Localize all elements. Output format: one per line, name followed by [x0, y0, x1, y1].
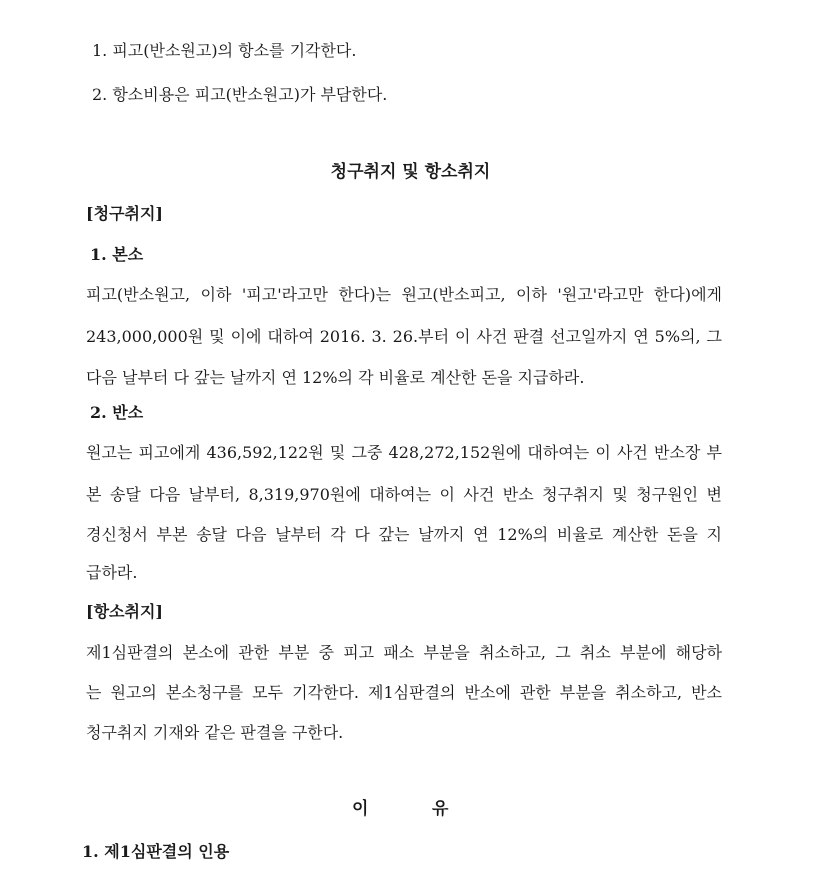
- main-suit-line-3: 다음 날부터 다 갚는 날까지 연 12%의 각 비율로 계산한 돈을 지급하라.: [86, 368, 585, 387]
- counter-suit-line-3: 경신청서 부본 송달 다음 날부터 각 다 갚는 날까지 연 12%의 비율로 계산한 돈을 지: [86, 525, 722, 544]
- appeal-line-3: 청구취지 기재와 같은 판결을 구한다.: [86, 723, 344, 742]
- main-suit-line-2: 243,000,000원 및 이에 대하여 2016. 3. 26.부터 이 사건 판결 선고일까지 연 5%의, 그: [86, 327, 722, 346]
- reasons-title-right: 유: [432, 799, 449, 819]
- appeal-line-1: 제1심판결의 본소에 관한 부분 중 피고 패소 부분을 취소하고, 그 취소 부분에 해당하: [86, 643, 722, 662]
- reasons-first-heading: 1. 제1심판결의 인용: [82, 842, 230, 861]
- appeal-line-2: 는 원고의 본소청구를 모두 기각한다. 제1심판결의 반소에 관한 부분을 취소하고, 반소: [86, 683, 722, 702]
- claim-label: [청구취지]: [86, 204, 163, 223]
- counter-suit-line-2: 본 송달 다음 날부터, 8,319,970원에 대하여는 이 사건 반소 청구취지 및 청구원인 변: [86, 485, 722, 504]
- counter-suit-line-1: 원고는 피고에게 436,592,122원 및 그중 428,272,152원에 대하여는 이 사건 반소장 부: [86, 443, 722, 462]
- main-suit-heading: 1. 본소: [90, 245, 144, 264]
- counter-suit-line-4: 급하라.: [86, 563, 138, 582]
- claims-section-title: 청구취지 및 항소취지: [330, 162, 491, 182]
- main-suit-line-1: 피고(반소원고, 이하 '피고'라고만 한다)는 원고(반소피고, 이하 '원고'라고만 한다)에게: [86, 285, 722, 304]
- judgment-item-1: 1. 피고(반소원고)의 항소를 기각한다.: [92, 41, 357, 60]
- counter-suit-heading: 2. 반소: [90, 403, 144, 422]
- judgment-item-2: 2. 항소비용은 피고(반소원고)가 부담한다.: [92, 85, 388, 104]
- reasons-title-left: 이: [352, 799, 369, 819]
- appeal-label: [항소취지]: [86, 602, 163, 621]
